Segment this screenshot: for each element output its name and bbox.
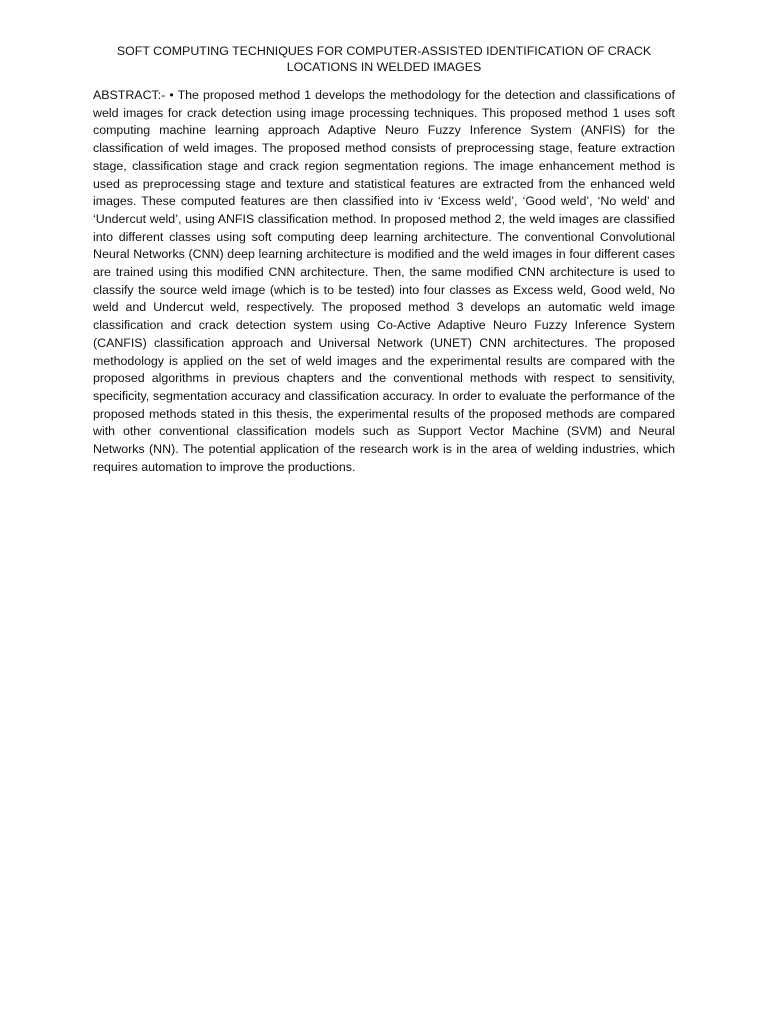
abstract-body: The proposed method 1 develops the methodology for the detection and classifications of weld images for crack detection using image processing techniques. This proposed method 1 uses soft computing machine learning approach Adaptive Neuro Fuzzy Inference System (ANFIS) for the classification of weld images. The proposed method consists of preprocessing stage, feature extraction stage, classification stage and crack region segmentation regions. The image enhancement method is used as preprocessing stage and texture and statistical features are extracted from the enhanced weld images. These computed features are then classified into iv ‘Excess weld’, ‘Good weld’, ‘No weld’ and ‘Undercut weld’, using ANFIS classification method. In proposed method 2, the weld images are classified into different classes using soft computing deep learning architecture. The conventional Convolutional Neural Networks (CNN) deep learning architecture is modified and the weld images in four different cases are trained using this modified CNN architecture. Then, the same modified CNN architecture is used to classify the source weld image (which is to be tested) into four classes as Excess weld, Good weld, No weld and Undercut weld, respectively. The proposed method 3 develops an automatic weld image classification and crack detection system using Co-Active Adaptive Neuro Fuzzy Inference System (CANFIS) classification approach and Universal Network (UNET) CNN architectures. The proposed methodology is applied on the set of weld images and the experimental results are compared with the proposed algorithms in previous chapters and the conventional methods with respect to sensitivity, specificity, segmentation accuracy and classification accuracy. In order to evaluate the performance of the proposed methods stated in this thesis, the experimental results of the proposed methods are compared with other conventional classification models such as Support Vector Machine (SVM) and Neural Networks (NN). The potential application of the research work is in the area of welding industries, which requires automation to improve the productions. (93, 88, 675, 474)
abstract-label: ABSTRACT:- • (93, 88, 178, 102)
abstract-paragraph (93, 87, 675, 476)
document-title: SOFT COMPUTING TECHNIQUES FOR COMPUTER-ASSISTED IDENTIFICATION OF CRACK LOCATIONS IN WELDED IMAGES (116, 44, 652, 74)
